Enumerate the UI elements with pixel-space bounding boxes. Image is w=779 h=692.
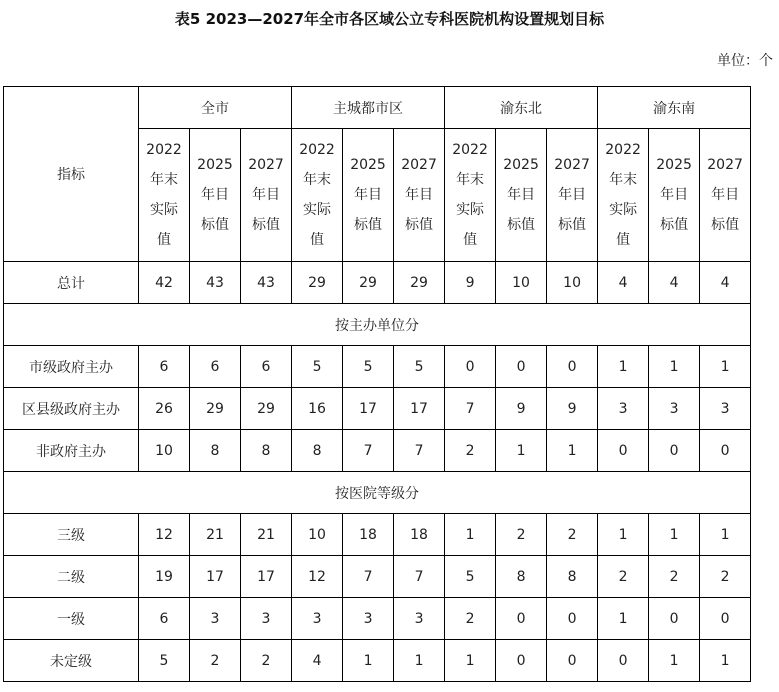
sub-header-line: 标值 <box>507 217 536 233</box>
table-cell: 3 <box>292 598 343 640</box>
row-label: 一级 <box>4 598 139 640</box>
table-cell: 12 <box>292 556 343 598</box>
table-cell: 5 <box>343 346 394 388</box>
sub-header-line: 2025 <box>350 157 386 173</box>
table-cell: 9 <box>547 388 598 430</box>
section-header-grade <box>4 472 751 514</box>
table-cell: 8 <box>496 556 547 598</box>
sub-header-line: 标值 <box>558 217 587 233</box>
sub-header-line: 实际 <box>303 202 332 218</box>
table-cell: 2 <box>190 640 241 682</box>
table-cell: 1 <box>649 514 700 556</box>
group-header-northeast: 渝东北 <box>445 87 598 129</box>
table-cell: 1 <box>445 514 496 556</box>
sub-header-line: 2022 <box>299 142 335 158</box>
table-cell: 0 <box>445 346 496 388</box>
table-cell: 19 <box>139 556 190 598</box>
table-cell: 16 <box>292 388 343 430</box>
table-cell: 3 <box>190 598 241 640</box>
table-row <box>4 514 751 556</box>
table-cell: 0 <box>700 430 751 472</box>
sub-header-line: 年目 <box>405 187 434 203</box>
table-cell: 0 <box>547 640 598 682</box>
sub-header-cell <box>496 129 547 262</box>
table-cell: 29 <box>241 388 292 430</box>
table-cell: 5 <box>394 346 445 388</box>
sub-header-cell <box>700 129 751 262</box>
group-header-main-urban: 主城都市区 <box>292 87 445 129</box>
sub-header-line: 2027 <box>707 157 743 173</box>
table-cell: 1 <box>547 430 598 472</box>
table-cell: 0 <box>547 598 598 640</box>
sub-header-cell <box>292 129 343 262</box>
table-cell: 1 <box>598 514 649 556</box>
table-cell: 10 <box>139 430 190 472</box>
table-cell: 1 <box>496 430 547 472</box>
sub-header-cell <box>190 129 241 262</box>
table-cell: 2 <box>445 430 496 472</box>
sub-header-line: 2027 <box>248 157 284 173</box>
group-header-citywide: 全市 <box>139 87 292 129</box>
table-cell: 7 <box>394 556 445 598</box>
table-cell: 7 <box>394 430 445 472</box>
table-cell: 0 <box>496 346 547 388</box>
table-cell: 9 <box>445 262 496 304</box>
table-cell: 2 <box>547 514 598 556</box>
planning-table <box>3 86 751 682</box>
table-cell: 3 <box>343 598 394 640</box>
table-row <box>4 640 751 682</box>
table-cell: 3 <box>394 598 445 640</box>
table-cell: 4 <box>292 640 343 682</box>
table-cell: 1 <box>598 346 649 388</box>
sub-header-cell <box>343 129 394 262</box>
table-cell: 42 <box>139 262 190 304</box>
sub-header-line: 年目 <box>354 187 383 203</box>
table-cell: 3 <box>598 388 649 430</box>
table-cell: 7 <box>343 430 394 472</box>
table-cell: 3 <box>700 388 751 430</box>
sub-header-line: 实际 <box>456 202 485 218</box>
sub-header-line: 2025 <box>197 157 233 173</box>
table-cell: 1 <box>445 640 496 682</box>
sub-header-line: 值 <box>310 232 325 248</box>
sub-header-line: 年目 <box>252 187 281 203</box>
table-cell: 26 <box>139 388 190 430</box>
table-cell: 2 <box>241 640 292 682</box>
section-header-sponsor <box>4 304 751 346</box>
total-row <box>4 262 751 304</box>
sub-header-line: 值 <box>157 232 171 248</box>
sub-header-line: 年末 <box>150 172 178 188</box>
table-row <box>4 388 751 430</box>
table-cell: 1 <box>343 640 394 682</box>
table-cell: 21 <box>190 514 241 556</box>
table-cell: 8 <box>190 430 241 472</box>
sub-header-line: 2025 <box>656 157 692 173</box>
table-cell: 0 <box>700 598 751 640</box>
table-cell: 0 <box>547 346 598 388</box>
sub-header-line: 标值 <box>354 217 383 233</box>
section-title: 按医院等级分 <box>4 472 751 514</box>
sub-header-line: 标值 <box>405 217 434 233</box>
sub-header-line: 2025 <box>503 157 539 173</box>
sub-header-line: 2022 <box>146 142 182 158</box>
table-cell: 2 <box>700 556 751 598</box>
table-cell: 29 <box>394 262 445 304</box>
table-cell: 1 <box>598 598 649 640</box>
sub-header-line: 年末 <box>303 172 332 188</box>
sub-header-line: 年目 <box>507 187 536 203</box>
group-header-southeast: 渝东南 <box>598 87 751 129</box>
table-cell: 2 <box>445 598 496 640</box>
row-label: 二级 <box>4 556 139 598</box>
table-cell: 7 <box>343 556 394 598</box>
table-cell: 9 <box>496 388 547 430</box>
table-cell: 0 <box>496 598 547 640</box>
table-cell: 1 <box>394 640 445 682</box>
sub-header-line: 年目 <box>201 187 229 203</box>
sub-header-line: 标值 <box>201 217 229 233</box>
sub-header-cell <box>445 129 496 262</box>
sub-header-line: 值 <box>616 232 631 248</box>
sub-header-line: 2022 <box>605 142 641 158</box>
sub-header-line: 年目 <box>711 187 740 203</box>
table-cell: 10 <box>292 514 343 556</box>
table-cell: 1 <box>649 346 700 388</box>
table-cell: 6 <box>241 346 292 388</box>
row-label: 总计 <box>4 262 139 304</box>
sub-header-cell <box>598 129 649 262</box>
table-cell: 12 <box>139 514 190 556</box>
table-cell: 0 <box>496 640 547 682</box>
table-cell: 5 <box>292 346 343 388</box>
sub-header-cell <box>547 129 598 262</box>
table-cell: 43 <box>190 262 241 304</box>
sub-header-line: 实际 <box>609 202 638 218</box>
row-label: 市级政府主办 <box>4 346 139 388</box>
table-row <box>4 556 751 598</box>
sub-header-line: 2027 <box>401 157 437 173</box>
table-cell: 0 <box>598 430 649 472</box>
sub-header-line: 标值 <box>711 217 740 233</box>
sub-header-line: 年目 <box>660 187 689 203</box>
sub-header-line: 标值 <box>660 217 689 233</box>
table-cell: 5 <box>139 640 190 682</box>
sub-header-line: 年目 <box>558 187 587 203</box>
table-cell: 8 <box>241 430 292 472</box>
sub-header-line: 年末 <box>456 172 485 188</box>
table-cell: 8 <box>292 430 343 472</box>
sub-header-line: 2022 <box>452 142 488 158</box>
table-cell: 0 <box>598 640 649 682</box>
table-cell: 2 <box>649 556 700 598</box>
table-row <box>4 346 751 388</box>
table-cell: 1 <box>649 640 700 682</box>
table-cell: 2 <box>598 556 649 598</box>
sub-header-line: 实际 <box>150 202 178 218</box>
unit-label: 单位：个 <box>717 53 773 69</box>
table-cell: 18 <box>394 514 445 556</box>
sub-header-line: 年末 <box>609 172 638 188</box>
table-cell: 10 <box>547 262 598 304</box>
table-cell: 4 <box>700 262 751 304</box>
sub-header-line: 值 <box>463 232 478 248</box>
sub-header-cell <box>649 129 700 262</box>
table-title: 表5 2023—2027年全市各区域公立专科医院机构设置规划目标 <box>174 10 605 28</box>
table-cell: 3 <box>649 388 700 430</box>
table-cell: 2 <box>496 514 547 556</box>
table-cell: 17 <box>241 556 292 598</box>
table-cell: 1 <box>700 346 751 388</box>
indicator-header: 指标 <box>4 87 139 262</box>
table-cell: 1 <box>700 640 751 682</box>
table-cell: 4 <box>598 262 649 304</box>
table-row <box>4 430 751 472</box>
table-cell: 21 <box>241 514 292 556</box>
table-cell: 7 <box>445 388 496 430</box>
sub-header-line: 2027 <box>554 157 590 173</box>
table-cell: 43 <box>241 262 292 304</box>
sub-header-cell <box>139 129 190 262</box>
table-cell: 17 <box>190 556 241 598</box>
sub-header-cell <box>394 129 445 262</box>
sub-header-line: 标值 <box>252 217 281 233</box>
row-label: 区县级政府主办 <box>4 388 139 430</box>
table-row <box>4 598 751 640</box>
table-cell: 8 <box>547 556 598 598</box>
table-cell: 0 <box>649 598 700 640</box>
table-cell: 17 <box>394 388 445 430</box>
row-label: 非政府主办 <box>4 430 139 472</box>
table-cell: 17 <box>343 388 394 430</box>
row-label: 未定级 <box>4 640 139 682</box>
table-cell: 10 <box>496 262 547 304</box>
table-cell: 3 <box>241 598 292 640</box>
table-cell: 18 <box>343 514 394 556</box>
table-cell: 29 <box>343 262 394 304</box>
table-cell: 29 <box>190 388 241 430</box>
row-label: 三级 <box>4 514 139 556</box>
table-cell: 6 <box>139 598 190 640</box>
table-cell: 0 <box>649 430 700 472</box>
table-cell: 6 <box>139 346 190 388</box>
table-cell: 29 <box>292 262 343 304</box>
section-title: 按主办单位分 <box>4 304 751 346</box>
table-cell: 4 <box>649 262 700 304</box>
header-group-row <box>4 87 751 129</box>
table-cell: 6 <box>190 346 241 388</box>
table-cell: 5 <box>445 556 496 598</box>
table-cell: 1 <box>700 514 751 556</box>
sub-header-cell <box>241 129 292 262</box>
